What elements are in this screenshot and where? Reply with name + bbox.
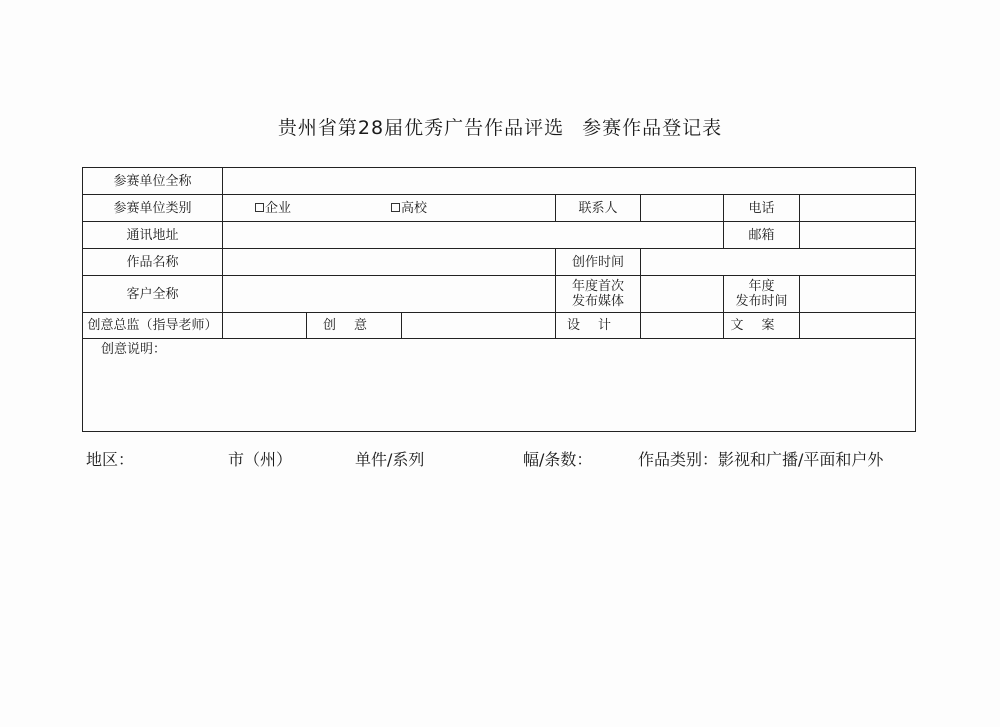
footer-count: 幅/条数：	[523, 450, 593, 469]
contact-person-field[interactable]	[641, 195, 724, 222]
registration-table	[82, 167, 916, 432]
option-enterprise-label: 企业	[265, 201, 292, 216]
entrant-full-name-label: 参赛单位全称	[83, 168, 223, 195]
entrant-category-label: 参赛单位类别	[83, 195, 223, 222]
checkbox-icon[interactable]	[255, 203, 264, 212]
option-enterprise[interactable]	[255, 201, 291, 216]
email-label: 邮箱	[724, 222, 800, 249]
publish-time-field[interactable]	[800, 276, 916, 313]
work-name-label: 作品名称	[83, 249, 223, 276]
publish-time-label-line1: 年度	[748, 279, 775, 294]
title-main: 贵州省第28届优秀广告作品评选	[277, 117, 565, 139]
phone-field[interactable]	[800, 195, 916, 222]
option-college-label: 高校	[401, 201, 428, 216]
creative-notes-label: 创意说明：	[101, 342, 167, 357]
footer-single-series: 单件/系列	[355, 450, 425, 469]
address-field[interactable]	[223, 222, 724, 249]
creative-notes-field[interactable]	[83, 339, 916, 432]
footer-work-category: 作品类别：影视和广播/平面和户外	[638, 450, 884, 469]
row-work-name	[83, 249, 916, 276]
entrant-full-name-field[interactable]	[223, 168, 916, 195]
title-sub: 参赛作品登记表	[582, 117, 723, 139]
address-label: 通讯地址	[83, 222, 223, 249]
client-full-name-label: 客户全称	[83, 276, 223, 313]
phone-label: 电话	[724, 195, 800, 222]
email-field[interactable]	[800, 222, 916, 249]
publish-time-label-line2: 发布时间	[735, 294, 788, 309]
creative-director-field[interactable]	[223, 313, 307, 339]
row-credits	[83, 313, 916, 339]
checkbox-icon[interactable]	[391, 203, 400, 212]
first-media-label	[556, 276, 641, 313]
client-full-name-field[interactable]	[223, 276, 556, 313]
footer-region: 地区：	[86, 450, 135, 469]
work-name-field[interactable]	[223, 249, 556, 276]
first-media-label-line2: 发布媒体	[571, 294, 624, 309]
row-entrant-name	[83, 168, 916, 195]
entrant-category-options	[223, 195, 556, 222]
option-college[interactable]	[391, 201, 427, 216]
creation-time-field[interactable]	[641, 249, 916, 276]
contact-person-label: 联系人	[556, 195, 641, 222]
row-entrant-category	[83, 195, 916, 222]
design-label: 设计	[556, 313, 641, 339]
form-footer	[0, 447, 1000, 471]
creative-field[interactable]	[402, 313, 556, 339]
footer-city: 市（州）	[228, 450, 293, 469]
design-field[interactable]	[641, 313, 724, 339]
publish-time-label	[724, 276, 800, 313]
copywriting-field[interactable]	[800, 313, 916, 339]
first-media-field[interactable]	[641, 276, 724, 313]
row-address	[83, 222, 916, 249]
creative-label: 创意	[307, 313, 402, 339]
creation-time-label: 创作时间	[556, 249, 641, 276]
form-title	[0, 113, 1000, 140]
copywriting-label: 文案	[724, 313, 800, 339]
first-media-label-line1: 年度首次	[571, 279, 624, 294]
row-client	[83, 276, 916, 313]
creative-director-label: 创意总监（指导老师）	[83, 313, 223, 339]
row-creative-notes	[83, 339, 916, 432]
